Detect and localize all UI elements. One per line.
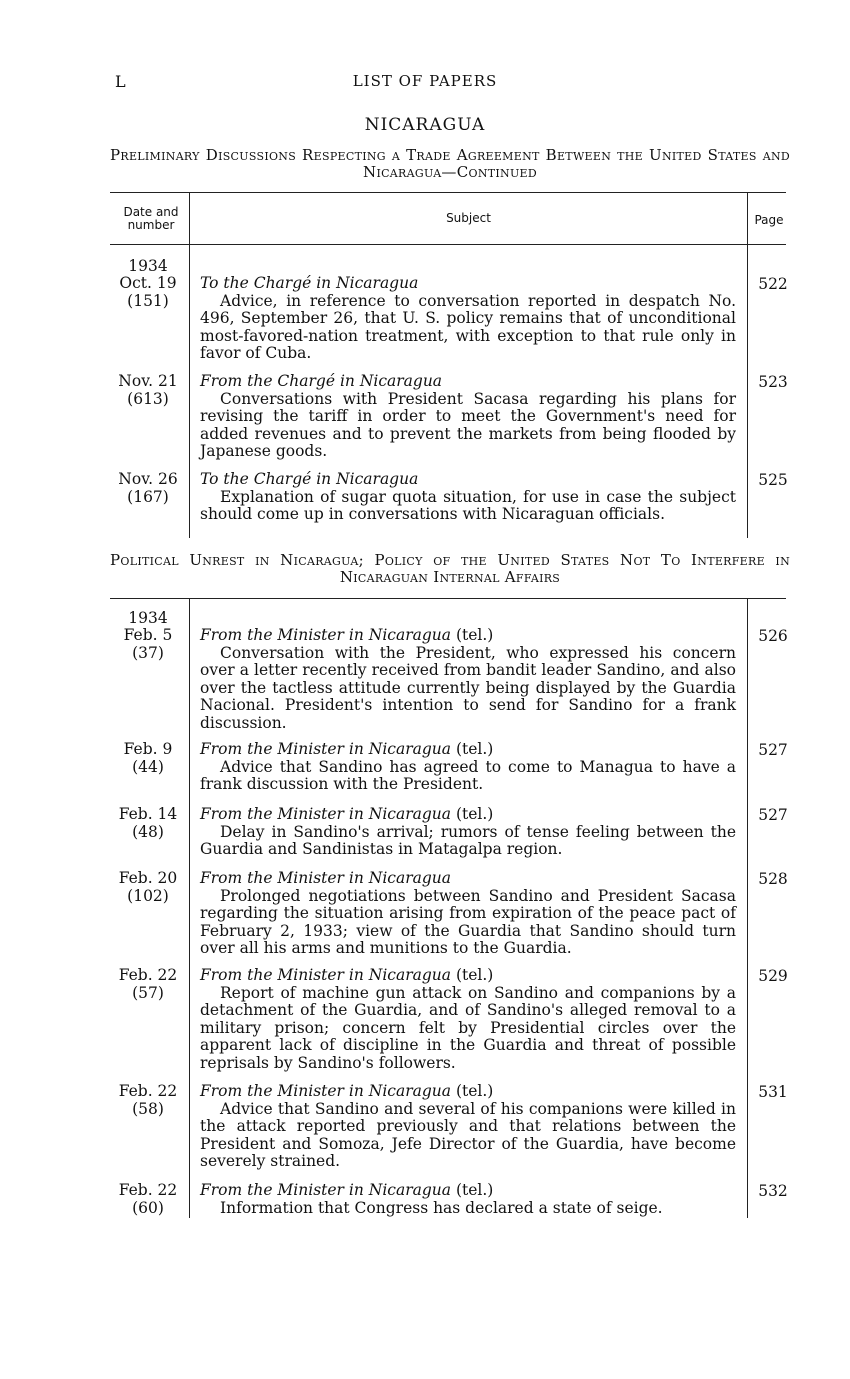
entry-date-text: Feb. 22 bbox=[118, 966, 178, 984]
entry-subject bbox=[200, 275, 736, 363]
entry-subject bbox=[200, 870, 736, 958]
entry-correspondent bbox=[200, 471, 736, 489]
entry-page: 522 bbox=[758, 275, 788, 293]
entry-subject bbox=[200, 471, 736, 524]
entry-subject bbox=[200, 806, 736, 859]
entry-date bbox=[110, 627, 186, 662]
column-divider bbox=[189, 192, 190, 538]
entry-subject bbox=[200, 967, 736, 1072]
entry-summary: Report of machine gun attack on Sandino and companions by a detachment of the Guardia, and of Sandino's alleged removal to a military prison; concern felt by Presidential circles over the apparent lack of discipline in the Guardia and threat of possible reprisals by Sandino's followers. bbox=[200, 983, 736, 1072]
entry-correspondent bbox=[200, 967, 736, 985]
section-title: Preliminary Discussions Respecting a Trade Agreement Between the United States and Nicaragua—Continued bbox=[110, 146, 790, 181]
section-title: Political Unrest in Nicaragua; Policy of the United States Not To Interfere in Nicaraguan Internal Affairs bbox=[110, 551, 790, 586]
entry-summary: Explanation of sugar quota situation, for use in case the subject should come up in conversations with Nicaraguan officials. bbox=[200, 487, 736, 523]
entry-date bbox=[110, 1083, 186, 1118]
entry-correspondent bbox=[200, 1182, 736, 1200]
entry-date-text: Feb. 5 bbox=[123, 626, 173, 644]
entry-correspondent-text: From the Chargé in Nicaragua bbox=[200, 372, 443, 390]
entry-number: (57) bbox=[132, 983, 164, 1002]
entry-date bbox=[110, 1182, 186, 1217]
year-label: 1934 bbox=[128, 257, 168, 275]
column-header-page: Page bbox=[754, 213, 784, 227]
entry-correspondent-text: From the Minister in Nicaragua bbox=[200, 740, 451, 758]
entry-correspondent-text: From the Minister in Nicaragua bbox=[200, 1181, 451, 1199]
entry-correspondent bbox=[200, 806, 736, 824]
entry-telegram-mark: (tel.) bbox=[455, 1181, 494, 1199]
entry-number: (37) bbox=[132, 643, 164, 662]
entry-correspondent-text: From the Minister in Nicaragua bbox=[200, 1082, 451, 1100]
entry-page: 527 bbox=[758, 741, 788, 759]
entry-date bbox=[110, 373, 186, 408]
entry-number: (48) bbox=[132, 822, 164, 841]
entry-number: (44) bbox=[132, 757, 164, 776]
entry-number: (102) bbox=[127, 886, 169, 905]
column-divider bbox=[747, 192, 748, 538]
entry-date-text: Feb. 14 bbox=[118, 805, 178, 823]
country-heading: NICARAGUA bbox=[364, 115, 486, 135]
entry-date-text: Feb. 9 bbox=[123, 740, 173, 758]
entry-number: (613) bbox=[127, 389, 169, 408]
entry-subject bbox=[200, 1182, 736, 1217]
column-divider bbox=[747, 598, 748, 1218]
entry-date-text: Nov. 21 bbox=[118, 372, 178, 390]
entry-telegram-mark: (tel.) bbox=[455, 740, 494, 758]
entry-date bbox=[110, 806, 186, 841]
entry-summary: Advice, in reference to conversation reported in despatch No. 496, September 26, that U. S. policy remains that of unconditional most-favored-nation treatment, with exception to that rule only in favor of Cuba. bbox=[200, 291, 736, 362]
entry-summary: Prolonged negotiations between Sandino and President Sacasa regarding the situation arising from expiration of the peace pact of February 2, 1933; view of the Guardia that Sandino should turn over all his arms and munitions to the Guardia. bbox=[200, 886, 736, 957]
entry-correspondent-text: From the Minister in Nicaragua bbox=[200, 966, 451, 984]
column-divider bbox=[189, 598, 190, 1218]
entry-number: (58) bbox=[132, 1099, 164, 1118]
entry-date-text: Nov. 26 bbox=[118, 470, 178, 488]
entry-date bbox=[110, 471, 186, 506]
entry-correspondent bbox=[200, 275, 736, 293]
entry-correspondent bbox=[200, 1083, 736, 1101]
entry-date bbox=[110, 967, 186, 1002]
entry-correspondent bbox=[200, 741, 736, 759]
entry-page: 525 bbox=[758, 471, 788, 489]
entry-telegram-mark: (tel.) bbox=[455, 966, 494, 984]
entry-correspondent bbox=[200, 373, 736, 391]
entry-number: (151) bbox=[127, 291, 169, 310]
entry-summary: Advice that Sandino has agreed to come to Managua to have a frank discussion with the President. bbox=[200, 757, 736, 793]
page-folio: L bbox=[115, 72, 126, 91]
entry-date-text: Feb. 20 bbox=[118, 869, 178, 887]
entry-date-text: Feb. 22 bbox=[118, 1082, 178, 1100]
column-header-date: Date and number bbox=[123, 205, 179, 232]
entry-correspondent-text: To the Chargé in Nicaragua bbox=[200, 470, 419, 488]
entry-page: 529 bbox=[758, 967, 788, 985]
entry-subject bbox=[200, 373, 736, 461]
running-title: LIST OF PAPERS bbox=[352, 72, 498, 90]
entry-date bbox=[110, 741, 186, 776]
entry-page: 528 bbox=[758, 870, 788, 888]
entry-subject bbox=[200, 741, 736, 794]
entry-summary: Information that Congress has declared a state of seige. bbox=[220, 1198, 663, 1217]
entry-date bbox=[110, 275, 186, 310]
entry-number: (167) bbox=[127, 487, 169, 506]
entry-page: 527 bbox=[758, 806, 788, 824]
column-header-subject: Subject bbox=[446, 211, 491, 225]
year-label: 1934 bbox=[128, 609, 168, 627]
entry-correspondent-text: To the Chargé in Nicaragua bbox=[200, 274, 419, 292]
entry-page: 531 bbox=[758, 1083, 788, 1101]
table-rule-top bbox=[110, 192, 786, 193]
entry-subject bbox=[200, 627, 736, 732]
table-rule-header bbox=[110, 244, 786, 245]
entry-number: (60) bbox=[132, 1198, 164, 1217]
entry-page: 526 bbox=[758, 627, 788, 645]
entry-correspondent bbox=[200, 870, 736, 888]
entry-telegram-mark: (tel.) bbox=[455, 1082, 494, 1100]
entry-summary: Conversations with President Sacasa regarding his plans for revising the tariff in order to meet the Government's need for added revenues and to prevent the markets from being flooded by Japanese goods. bbox=[200, 389, 736, 460]
entry-summary: Delay in Sandino's arrival; rumors of tense feeling between the Guardia and Sandinistas in Matagalpa region. bbox=[200, 822, 736, 858]
entry-date bbox=[110, 870, 186, 905]
entry-telegram-mark: (tel.) bbox=[455, 805, 494, 823]
entry-telegram-mark: (tel.) bbox=[455, 626, 494, 644]
entry-correspondent-text: From the Minister in Nicaragua bbox=[200, 805, 451, 823]
table-rule-top bbox=[110, 598, 786, 599]
entry-correspondent-text: From the Minister in Nicaragua bbox=[200, 869, 451, 887]
entry-date-text: Feb. 22 bbox=[118, 1181, 178, 1199]
entry-summary: Conversation with the President, who expressed his concern over a letter recently received from bandit leader Sandino, and also over the tactless attitude currently being displayed by the Guardia Nacional. President's intention to send for Sandino for a frank discussion. bbox=[200, 643, 736, 732]
entry-page: 532 bbox=[758, 1182, 788, 1200]
entry-page: 523 bbox=[758, 373, 788, 391]
entry-summary: Advice that Sandino and several of his companions were killed in the attack reported previously and that relations between the President and Somoza, Jefe Director of the Guardia, have become severely strained. bbox=[200, 1099, 736, 1170]
entry-date-text: Oct. 19 bbox=[119, 274, 177, 292]
entry-subject bbox=[200, 1083, 736, 1171]
entry-correspondent bbox=[200, 627, 736, 645]
entry-correspondent-text: From the Minister in Nicaragua bbox=[200, 626, 451, 644]
